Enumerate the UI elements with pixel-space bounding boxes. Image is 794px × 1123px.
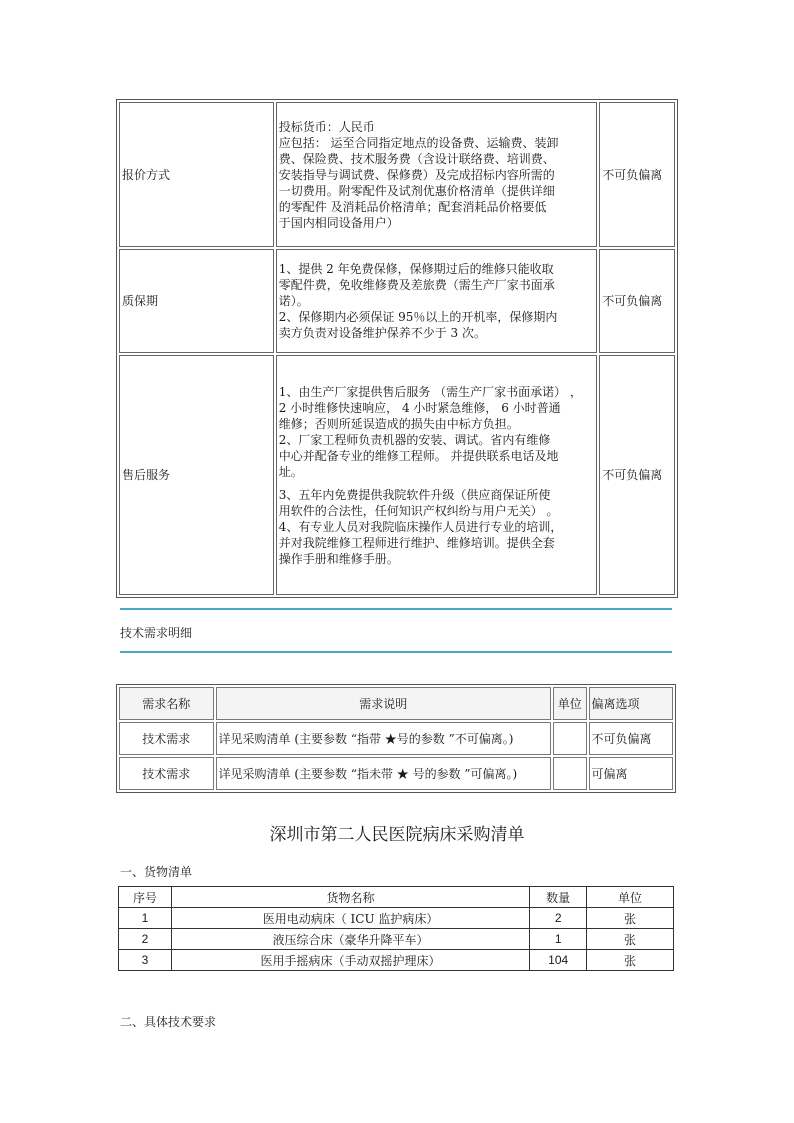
table-header-row — [119, 687, 673, 720]
content-line: 2、保修期内必须保证 95％以上的开机率，保修期内 — [278, 310, 558, 324]
goods-unit: 张 — [587, 908, 674, 929]
content-line: 中心并配备专业的维修工程师。 并提供联系电话及地 — [278, 448, 559, 463]
header-cell: 偏离选项 — [589, 687, 673, 720]
content-line: 于国内相同设备用户） — [278, 215, 399, 230]
requirements-table — [116, 684, 676, 793]
term-content — [276, 102, 598, 247]
req-unit — [553, 722, 587, 755]
content-line: 1、由生产厂家提供售后服务 （需生产厂家书面承诺） ， — [278, 384, 582, 399]
content-line: 的零配件 及消耗品价格清单；配套消耗品价格要低 — [278, 199, 547, 214]
content-line: 2、厂家工程师负责机器的安装、调试。省内有维修 — [278, 432, 551, 447]
term-deviation: 不可负偏离 — [599, 249, 675, 353]
terms-table — [116, 99, 678, 598]
req-desc: 详见采购清单 (主要参数 “指未带 ★ 号的参数 ”可偏离。) — [216, 757, 551, 790]
content-line: 3、五年内免费提供我院软件升级（供应商保证所使 — [278, 487, 551, 502]
header-cell: 数量 — [530, 887, 587, 908]
goods-index: 1 — [119, 908, 172, 929]
content-line: 应包括： 运至合同指定地点的设备费、运输费、装卸 — [278, 135, 559, 150]
section-rule-bottom — [120, 651, 672, 653]
table-row — [119, 929, 674, 950]
req-name: 技术需求 — [119, 722, 214, 755]
req-name: 技术需求 — [119, 757, 214, 790]
section-rule-top — [120, 608, 672, 610]
goods-quantity: 104 — [530, 950, 587, 971]
goods-quantity: 1 — [530, 929, 587, 950]
term-deviation: 不可负偏离 — [599, 102, 675, 247]
content-gap — [279, 480, 595, 487]
table-row — [119, 249, 675, 353]
goods-unit: 张 — [587, 950, 674, 971]
header-cell: 需求说明 — [216, 687, 551, 720]
content-line: 零配件费，免收维修费及差旅费（需生产厂家书面承 — [278, 278, 555, 292]
table-row — [119, 908, 674, 929]
content-line: 操作手册和维修手册。 — [278, 551, 399, 566]
header-cell: 序号 — [119, 887, 172, 908]
content-line: 2 小时维修快速响应， 4 小时紧急维修， 6 小时普通 — [278, 400, 561, 415]
header-cell: 货物名称 — [171, 887, 529, 908]
content-line: 维修；否则所延误造成的损失由中标方负担。 — [278, 416, 519, 431]
content-line: 用软件的合法性，任何知识产权纠纷与用户无关） 。 — [278, 503, 559, 518]
content-line: 安装指导与调试费、保修费）及完成招标内容所需的 — [278, 167, 555, 182]
content-line: 费、保险费、技术服务费（含设计联络费、培训费、 — [278, 151, 555, 166]
goods-index: 3 — [119, 950, 172, 971]
section-title: 技术需求明细 — [120, 626, 193, 640]
content-line: 1、提供 2 年免费保修，保修期过后的维修只能收取 — [278, 262, 554, 276]
table-row — [119, 102, 675, 247]
goods-name: 医用电动病床（ ICU 监护病床） — [171, 908, 529, 929]
spec-heading: 二、具体技术要求 — [120, 1015, 217, 1029]
content-line: 一切费用。附零配件及试剂优惠价格清单（提供详细 — [278, 183, 555, 198]
header-cell: 需求名称 — [119, 687, 214, 720]
header-cell: 单位 — [587, 887, 674, 908]
table-row — [119, 355, 675, 595]
req-deviation: 不可负偏离 — [589, 722, 673, 755]
table-header-row — [119, 887, 674, 908]
table-row — [119, 722, 673, 755]
goods-name: 医用手摇病床（手动双摇护理床） — [171, 950, 529, 971]
table-row — [119, 950, 674, 971]
content-line: 址。 — [278, 464, 303, 479]
document-title: 深圳市第二人民医院病床采购清单 — [269, 825, 525, 845]
term-deviation: 不可负偏离 — [599, 355, 675, 595]
content-line: 4、有专业人员对我院临床操作人员进行专业的培训， — [278, 519, 563, 534]
term-label: 售后服务 — [119, 355, 274, 595]
req-deviation: 可偏离 — [589, 757, 673, 790]
goods-heading: 一、货物清单 — [120, 865, 193, 879]
goods-table — [118, 886, 674, 971]
req-desc: 详见采购清单 (主要参数 “指带 ★号的参数 ”不可偏离。) — [216, 722, 551, 755]
req-unit — [553, 757, 587, 790]
goods-index: 2 — [119, 929, 172, 950]
goods-name: 液压综合床（豪华升降平车） — [171, 929, 529, 950]
term-content — [276, 355, 598, 595]
content-line: 卖方负责对设备维护保养不少于 3 次。 — [278, 326, 486, 340]
goods-quantity: 2 — [530, 908, 587, 929]
content-line: 投标货币：人民币 — [278, 119, 375, 134]
table-row — [119, 757, 673, 790]
goods-unit: 张 — [587, 929, 674, 950]
header-cell: 单位 — [553, 687, 587, 720]
content-line: 并对我院维修工程师进行维护、维修培训。提供全套 — [278, 535, 555, 550]
term-content — [276, 249, 598, 353]
term-label: 报价方式 — [119, 102, 274, 247]
term-label: 质保期 — [119, 249, 274, 353]
content-line: 诺）。 — [278, 294, 309, 308]
